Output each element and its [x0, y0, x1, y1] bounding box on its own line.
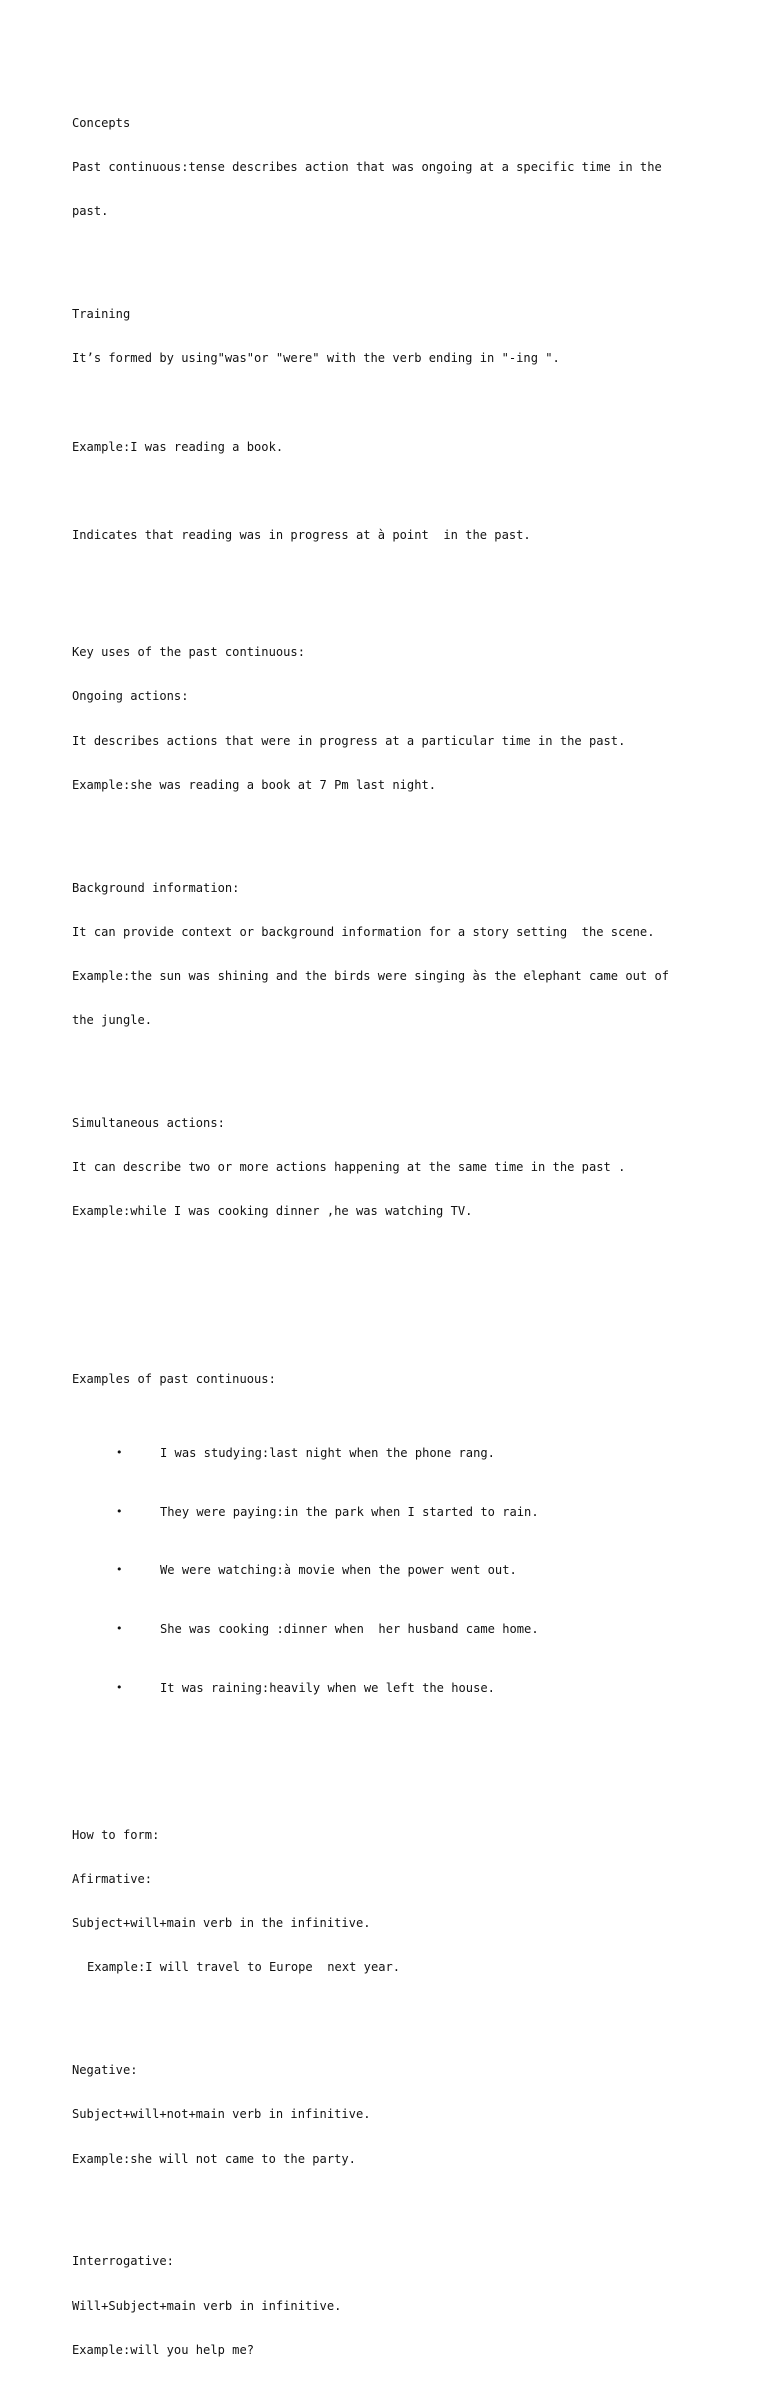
- spacer: [72, 1769, 702, 1784]
- list-item: [72, 1446, 702, 1475]
- list-item: [72, 1563, 702, 1592]
- concepts-definition-line1: Past continuous:tense describes action that was ongoing at a specific time in the: [72, 160, 662, 175]
- how-to-form-heading: How to form:: [72, 1828, 160, 1843]
- concepts-heading: Concepts: [72, 116, 131, 131]
- background-info-text: It can provide context or background information for a story setting the scene.: [72, 924, 655, 939]
- spacer: [72, 1314, 702, 1329]
- example-text: I was studying:last night when the phone rang.: [160, 1445, 495, 1460]
- list-item: [72, 1622, 702, 1651]
- bullet-icon: •: [116, 1622, 123, 1636]
- examples-list: [72, 1416, 702, 1739]
- simultaneous-actions-example: Example:while I was cooking dinner ,he was watching TV.: [72, 1204, 473, 1219]
- example-text: She was cooking :dinner when her husband came home.: [160, 1622, 539, 1637]
- examples-heading: Examples of past continuous:: [72, 1372, 276, 1387]
- bullet-icon: •: [116, 1563, 123, 1577]
- example-text: We were watching:à movie when the power went out.: [160, 1563, 517, 1578]
- interrogative-title: Interrogative:: [72, 2254, 174, 2269]
- concepts-definition-line2: past.: [72, 204, 109, 219]
- bullet-icon: •: [116, 1504, 123, 1518]
- affirmative-example: Example:I will travel to Europe next year.: [87, 1960, 401, 1975]
- key-uses-heading: Key uses of the past continuous:: [72, 645, 305, 660]
- example-text: They were paying:in the park when I started to rain.: [160, 1504, 539, 1519]
- interrogative-example: Example:will you help me?: [72, 2342, 255, 2357]
- spacer: [72, 2196, 702, 2211]
- training-example: Example:I was reading a book.: [72, 439, 284, 454]
- spacer: [72, 1057, 702, 1072]
- background-info-example-line1: Example:the sun was shining and the birds were singing às the elephant came out of: [72, 968, 670, 983]
- negative-rule: Subject+will+not+main verb in infinitive.: [72, 2107, 371, 2122]
- training-formation: It’s formed by using"was"or "were" with the verb ending in "-ing ".: [72, 351, 560, 366]
- spacer: [72, 2005, 702, 2020]
- list-item: [72, 1681, 702, 1710]
- background-info-title: Background information:: [72, 880, 240, 895]
- spacer: [72, 822, 702, 837]
- bullet-icon: •: [116, 1445, 123, 1459]
- training-note: Indicates that reading was in progress at à point in the past.: [72, 527, 531, 542]
- spacer: [72, 572, 702, 601]
- spacer: [72, 248, 702, 263]
- interrogative-rule: Will+Subject+main verb in infinitive.: [72, 2298, 342, 2313]
- spacer: [72, 395, 702, 410]
- simultaneous-actions-text: It can describe two or more actions happening at the same time in the past .: [72, 1159, 626, 1174]
- document-page: [72, 72, 702, 2387]
- ongoing-actions-text: It describes actions that were in progress at a particular time in the past.: [72, 733, 626, 748]
- example-text: It was raining:heavily when we left the house.: [160, 1681, 495, 1696]
- negative-example: Example:she will not came to the party.: [72, 2151, 356, 2166]
- ongoing-actions-example: Example:she was reading a book at 7 Pm last night.: [72, 777, 437, 792]
- spacer: [72, 1248, 702, 1284]
- negative-title: Negative:: [72, 2063, 138, 2078]
- background-info-example-line2: the jungle.: [72, 1012, 153, 1027]
- list-item: [72, 1505, 702, 1534]
- affirmative-title: Afirmative:: [72, 1872, 153, 1887]
- simultaneous-actions-title: Simultaneous actions:: [72, 1115, 225, 1130]
- ongoing-actions-title: Ongoing actions:: [72, 689, 189, 704]
- affirmative-rule: Subject+will+main verb in the infinitive.: [72, 1916, 371, 1931]
- training-heading: Training: [72, 307, 131, 322]
- spacer: [72, 484, 702, 499]
- bullet-icon: •: [116, 1681, 123, 1695]
